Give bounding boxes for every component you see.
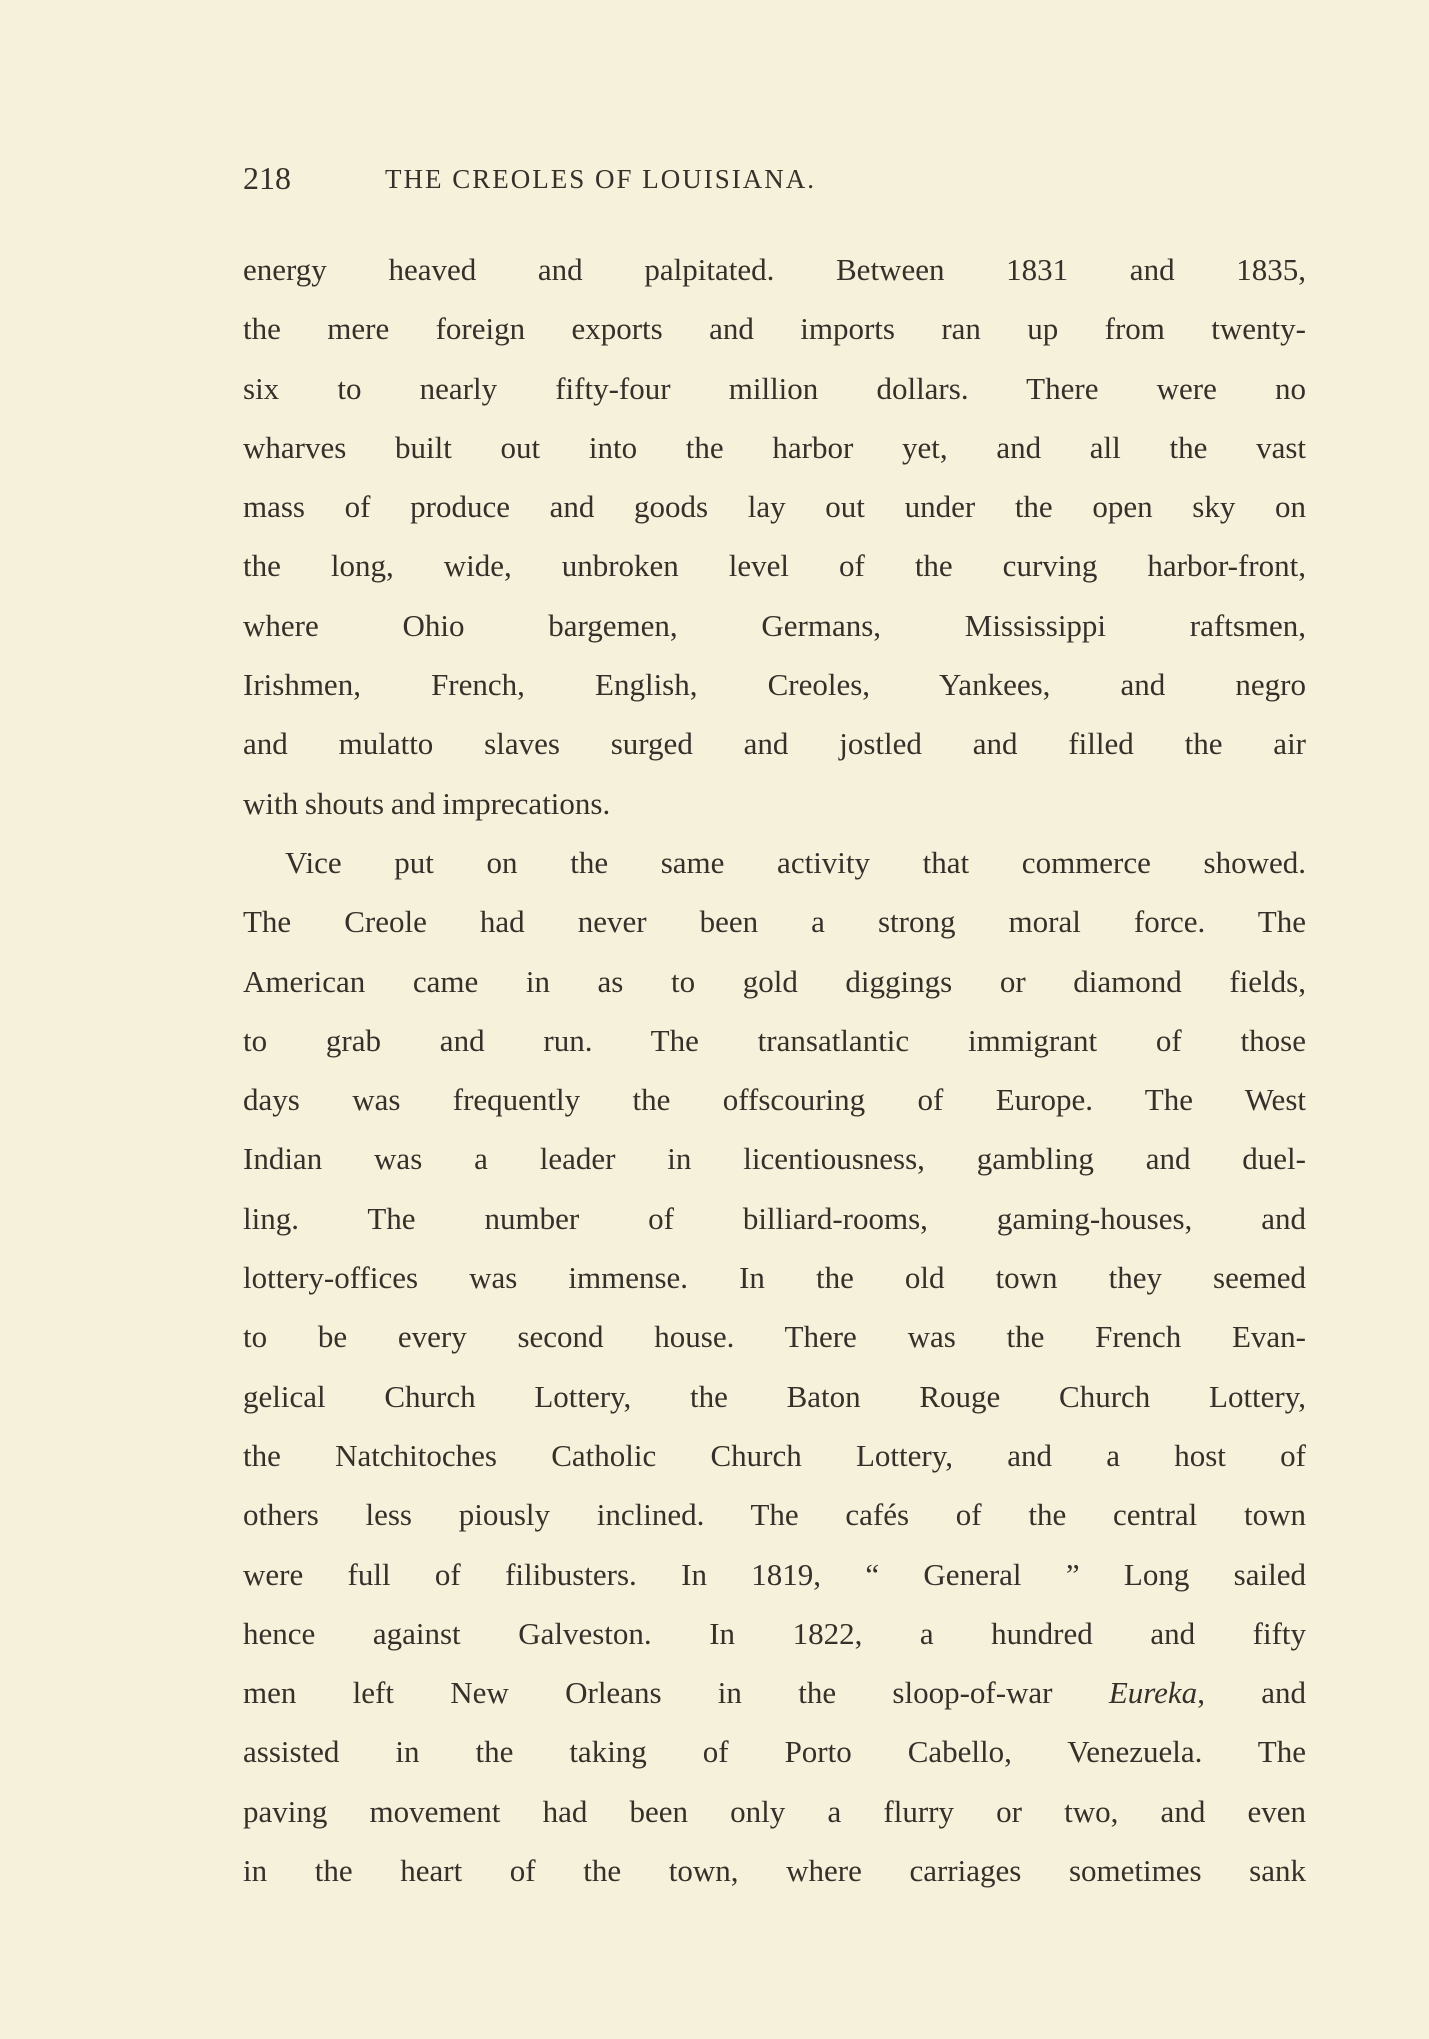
text-line <box>243 1189 1306 1248</box>
line-text: Vice put on the same activity that commerce showed. <box>285 844 1306 880</box>
running-header <box>243 160 1063 204</box>
text-line <box>243 240 1306 299</box>
body-text <box>243 240 1306 1900</box>
line-text: American came in as to gold diggings or diamond fields, <box>243 963 1306 999</box>
text-line <box>243 952 1306 1011</box>
line-text: energy heaved and palpitated. Between 1831 and 1835, <box>243 252 1306 287</box>
line-text: ling. The number of billiard-rooms, gaming-houses, and <box>243 1200 1306 1236</box>
line-text: lottery-offices was immense. In the old town they seemed <box>243 1260 1306 1296</box>
text-line <box>243 714 1306 773</box>
text-line <box>243 774 1306 833</box>
text-line <box>243 1545 1306 1604</box>
text-line <box>243 1129 1306 1188</box>
line-text: Irishmen, French, English, Creoles, Yankees, and negro <box>243 667 1306 703</box>
text-line <box>243 596 1306 655</box>
page-number: 218 <box>243 160 291 196</box>
text-line <box>243 477 1306 536</box>
line-text: gelical Church Lottery, the Baton Rouge Church Lottery, <box>243 1378 1306 1414</box>
text-line <box>243 418 1306 477</box>
text-line <box>243 655 1306 714</box>
line-text: hence against Galveston. In 1822, a hundred and fifty <box>243 1615 1306 1651</box>
line-text: the mere foreign exports and imports ran up from twenty- <box>243 311 1306 347</box>
text-line <box>243 1011 1306 1070</box>
line-text: men left New Orleans in the sloop-of-war <box>243 1675 1109 1711</box>
line-text: wharves built out into the harbor yet, and all the vast <box>243 429 1306 465</box>
text-line <box>243 359 1306 418</box>
line-text: others less piously inclined. The cafés of the central town <box>243 1497 1306 1533</box>
italic-ship-name: Eureka <box>1108 1675 1198 1711</box>
line-text: the long, wide, unbroken level of the curving harbor-front, <box>243 548 1306 584</box>
text-line <box>243 1367 1306 1426</box>
text-line <box>243 299 1306 358</box>
text-line <box>243 892 1306 951</box>
line-text: assisted in the taking of Porto Cabello, Venezuela. The <box>243 1734 1306 1770</box>
line-text: the Natchitoches Catholic Church Lottery, and a host of <box>243 1437 1306 1473</box>
line-text-after: , and <box>1197 1675 1306 1711</box>
text-line <box>243 1604 1306 1663</box>
text-line <box>243 1248 1306 1307</box>
line-text: six to nearly fifty-four million dollars. There were no <box>243 370 1306 406</box>
text-line <box>243 833 1306 892</box>
text-line <box>243 1307 1306 1366</box>
text-line <box>243 1841 1306 1900</box>
line-text: with shouts and imprecations. <box>243 785 611 821</box>
line-text: in the heart of the town, where carriages sometimes sank <box>243 1853 1306 1889</box>
line-text: Indian was a leader in licentiousness, gambling and duel- <box>243 1141 1306 1177</box>
line-text: The Creole had never been a strong moral force. The <box>243 904 1306 940</box>
text-line <box>243 1782 1306 1841</box>
text-line <box>243 1485 1306 1544</box>
line-text: paving movement had been only a flurry or two, and even <box>243 1793 1306 1829</box>
running-title: THE CREOLES OF LOUISIANA. <box>385 164 816 194</box>
line-text: and mulatto slaves surged and jostled and filled the air <box>243 726 1306 762</box>
line-text: days was frequently the offscouring of Europe. The West <box>243 1082 1306 1118</box>
line-text: to be every second house. There was the French Evan- <box>243 1319 1306 1355</box>
text-line <box>243 1722 1306 1781</box>
line-text: where Ohio bargemen, Germans, Mississippi raftsmen, <box>243 607 1306 643</box>
line-text: mass of produce and goods lay out under the open sky on <box>243 489 1306 525</box>
line-text: were full of filibusters. In 1819, “ General ” Long sailed <box>243 1556 1306 1592</box>
text-line <box>243 536 1306 595</box>
text-line <box>243 1426 1306 1485</box>
line-text: to grab and run. The transatlantic immigrant of those <box>243 1022 1306 1058</box>
text-line <box>243 1070 1306 1129</box>
text-line <box>243 1663 1306 1722</box>
